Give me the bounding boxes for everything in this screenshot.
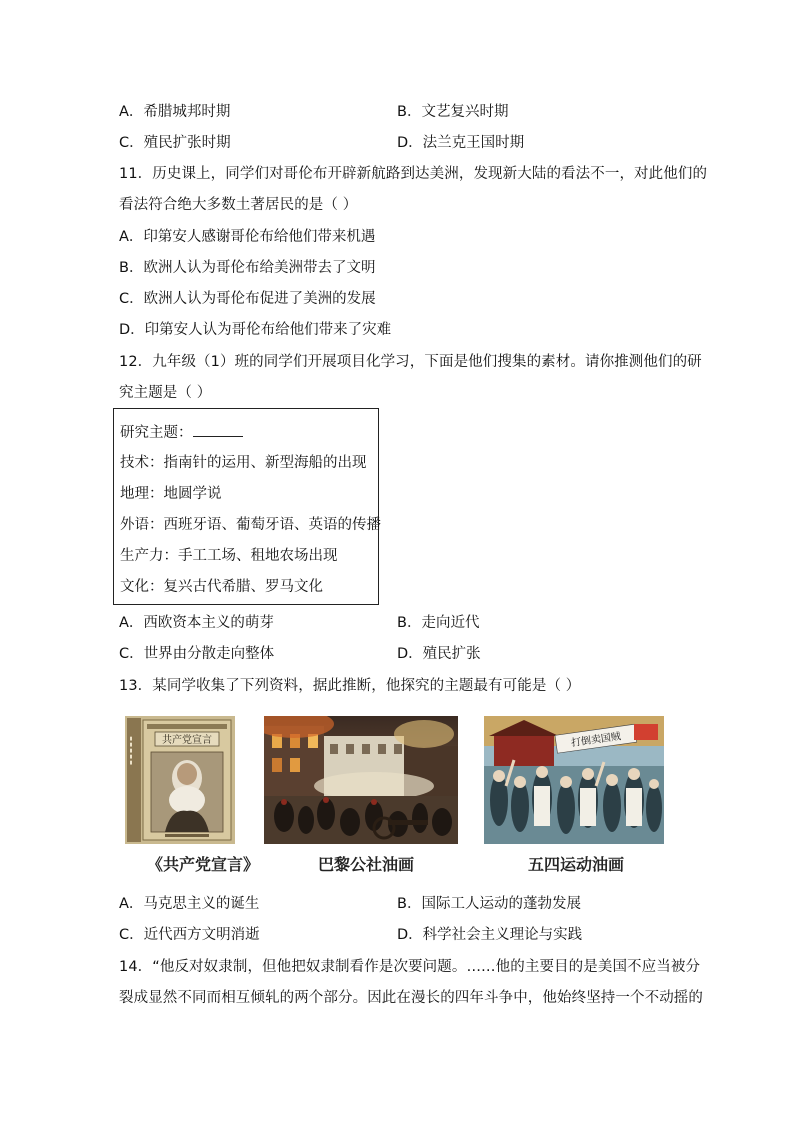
communist-manifesto-cover-image bbox=[125, 716, 235, 844]
svg-text:▮▮▮▮▮: ▮▮▮▮▮ bbox=[128, 736, 134, 766]
q10-option-b[interactable]: B．文艺复兴时期 bbox=[397, 104, 509, 120]
q12-stem-line1: 12．九年级（1）班的同学们开展项目化学习，下面是他们搜集的素材。请你推测他们的研 bbox=[119, 354, 702, 370]
q13-option-a[interactable]: A．马克思主义的诞生 bbox=[119, 896, 260, 912]
q11-stem-line2: 看法符合绝大多数土著居民的是（ ） bbox=[119, 197, 358, 213]
q11-option-c[interactable]: C．欧洲人认为哥伦布促进了美洲的发展 bbox=[119, 291, 376, 307]
topic-blank bbox=[193, 422, 243, 437]
material-topic-row bbox=[120, 422, 243, 443]
q13-option-c[interactable]: C．近代西方文明消逝 bbox=[119, 927, 260, 943]
q10-option-c[interactable]: C．殖民扩张时期 bbox=[119, 135, 231, 151]
may-fourth-banner-text: 打倒卖国贼 bbox=[570, 731, 622, 750]
material-lang: 外语：西班牙语、葡萄牙语、英语的传播 bbox=[120, 517, 381, 533]
caption-communist-manifesto: 《共产党宣言》 bbox=[147, 855, 260, 874]
caption-may-fourth: 五四运动油画 bbox=[528, 855, 625, 874]
book-cover-text: 共产党宣言 bbox=[162, 735, 212, 746]
may-fourth-painting-image bbox=[484, 716, 664, 844]
q14-stem-line2: 裂成显然不同而相互倾轧的两个部分。因此在漫长的四年斗争中，他始终坚持一个不动摇的 bbox=[119, 990, 703, 1006]
q10-option-a[interactable]: A．希腊城邦时期 bbox=[119, 104, 231, 120]
q11-option-d[interactable]: D．印第安人认为哥伦布给他们带来了灾难 bbox=[119, 322, 392, 338]
q13-option-d[interactable]: D．科学社会主义理论与实践 bbox=[397, 927, 583, 943]
q13-stem: 13．某同学收集了下列资料，据此推断，他探究的主题最有可能是（ ） bbox=[119, 678, 581, 694]
q13-option-b[interactable]: B．国际工人运动的蓬勃发展 bbox=[397, 896, 581, 912]
q12-option-d[interactable]: D．殖民扩张 bbox=[397, 646, 481, 662]
material-topic-label: 研究主题： bbox=[120, 425, 193, 441]
q12-option-b[interactable]: B．走向近代 bbox=[397, 615, 480, 631]
q11-option-a[interactable]: A．印第安人感谢哥伦布给他们带来机遇 bbox=[119, 229, 376, 245]
material-culture: 文化：复兴古代希腊、罗马文化 bbox=[120, 579, 323, 595]
paris-commune-painting-image bbox=[264, 716, 458, 844]
q12-stem-line2: 究主题是（ ） bbox=[119, 385, 212, 401]
q12-material-box bbox=[113, 408, 379, 605]
q10-option-d[interactable]: D．法兰克王国时期 bbox=[397, 135, 525, 151]
q11-stem-line1: 11．历史课上，同学们对哥伦布开辟新航路到达美洲，发现新大陆的看法不一，对此他们的 bbox=[119, 166, 708, 182]
q12-option-a[interactable]: A．西欧资本主义的萌芽 bbox=[119, 615, 274, 631]
material-tech: 技术：指南针的运用、新型海船的出现 bbox=[120, 455, 367, 471]
material-geo: 地理：地圆学说 bbox=[120, 486, 222, 502]
material-prod: 生产力：手工工场、租地农场出现 bbox=[120, 548, 338, 564]
q11-option-b[interactable]: B．欧洲人认为哥伦布给美洲带去了文明 bbox=[119, 260, 376, 276]
caption-paris-commune: 巴黎公社油画 bbox=[318, 855, 415, 874]
q12-option-c[interactable]: C．世界由分散走向整体 bbox=[119, 646, 275, 662]
q14-stem-line1: 14．“他反对奴隶制，但他把奴隶制看作是次要问题。……他的主要目的是美国不应当被分 bbox=[119, 959, 701, 975]
